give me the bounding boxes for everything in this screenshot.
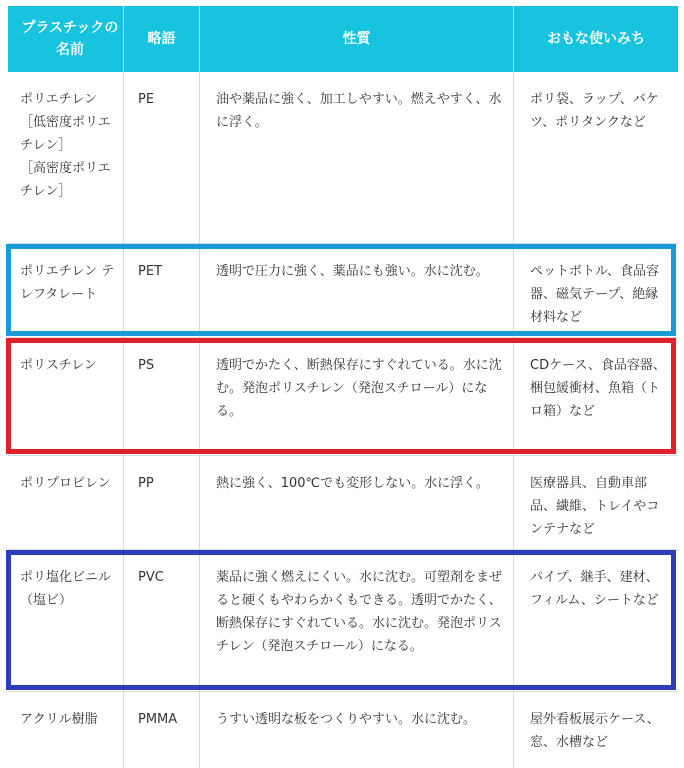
plastic-abbr: PET [138, 264, 162, 279]
plastic-abbr: PS [138, 358, 155, 373]
cell-name [8, 692, 124, 768]
cell-property [200, 244, 514, 337]
plastic-name: ポリプロピレン [20, 476, 111, 491]
cell-name [8, 244, 124, 337]
plastic-use: CDケース、食品容器、梱包緩衝材、魚箱（トロ箱）など [530, 358, 666, 419]
cell-abbr [124, 72, 200, 243]
table-header-row [8, 6, 678, 72]
cell-use [514, 72, 678, 243]
header-name: プラスチックの名前 [21, 20, 119, 58]
cell-name [8, 456, 124, 549]
table-row-pvc [8, 550, 678, 692]
plastic-name: アクリル樹脂 [20, 712, 98, 727]
table-row-pe [8, 72, 678, 244]
plastic-property: 熱に強く、100℃でも変形しない。水に浮く。 [216, 476, 489, 491]
cell-use [514, 244, 678, 337]
plastic-use: 医療器具、自動車部品、繊維、トレイやコンテナなど [530, 476, 660, 537]
cell-abbr [124, 550, 200, 691]
plastic-property: 油や薬品に強く、加工しやすい。燃えやすく、水に浮く。 [216, 92, 502, 130]
plastic-abbr: PVC [138, 570, 164, 585]
cell-abbr [124, 692, 200, 768]
header-name-cell [8, 6, 124, 72]
plastic-abbr: PE [138, 92, 155, 107]
plastic-abbr: PP [138, 476, 154, 491]
plastic-name: ポリエチレン テレフタレート [20, 264, 115, 302]
plastic-property: うすい透明な板をつくりやすい。水に沈む。 [216, 712, 477, 727]
cell-use [514, 456, 678, 549]
plastic-property: 透明で圧力に強く、薬品にも強い。水に沈む。 [216, 264, 489, 279]
cell-name [8, 550, 124, 691]
plastic-abbr: PMMA [138, 712, 178, 727]
header-property: 性質 [342, 31, 371, 47]
table-row-pp [8, 456, 678, 550]
plastic-property: 透明でかたく、断熱保存にすぐれている。水に沈む。発泡ポリスチレン（発泡スチロール）になる。 [216, 358, 502, 419]
cell-property [200, 692, 514, 768]
plastic-use: パイプ、継手、建材、フィルム、シートなど [530, 570, 659, 608]
cell-property [200, 338, 514, 455]
cell-abbr [124, 338, 200, 455]
cell-name [8, 72, 124, 243]
plastic-use: ポリ袋、ラップ、バケツ、ポリタンクなど [530, 92, 659, 130]
plastic-property: 薬品に強く燃えにくい。水に沈む。可塑剤をまぜると硬くもやわらかくもできる。透明でかたく、断熱保存にすぐれている。水に沈む。発泡ポリスチレン（発泡スチロール）になる。 [216, 570, 503, 654]
table-row-pet [8, 244, 678, 338]
header-abbr: 略語 [147, 31, 176, 47]
cell-property [200, 456, 514, 549]
plastic-name: ポリスチレン [20, 358, 97, 373]
plastic-name: ポリ塩化ビニル（塩ビ） [20, 570, 112, 608]
header-abbr-cell [124, 6, 200, 72]
cell-abbr [124, 244, 200, 337]
header-use: おもな使いみち [547, 31, 645, 47]
table-row-pmma [8, 692, 678, 768]
cell-name [8, 338, 124, 455]
cell-use [514, 550, 678, 691]
cell-property [200, 72, 514, 243]
cell-use [514, 338, 678, 455]
plastic-use: 屋外看板展示ケース、窓、水槽など [530, 712, 660, 750]
cell-abbr [124, 456, 200, 549]
plastic-use: ペットボトル、食品容器、磁気テープ、絶縁材料など [530, 264, 659, 325]
header-property-cell [200, 6, 514, 72]
table-row-ps [8, 338, 678, 456]
cell-property [200, 550, 514, 691]
plastic-name: ポリエチレン ［低密度ポリエチレン］ ［高密度ポリエチレン］ [20, 92, 111, 199]
header-use-cell [514, 6, 678, 72]
cell-use [514, 692, 678, 768]
